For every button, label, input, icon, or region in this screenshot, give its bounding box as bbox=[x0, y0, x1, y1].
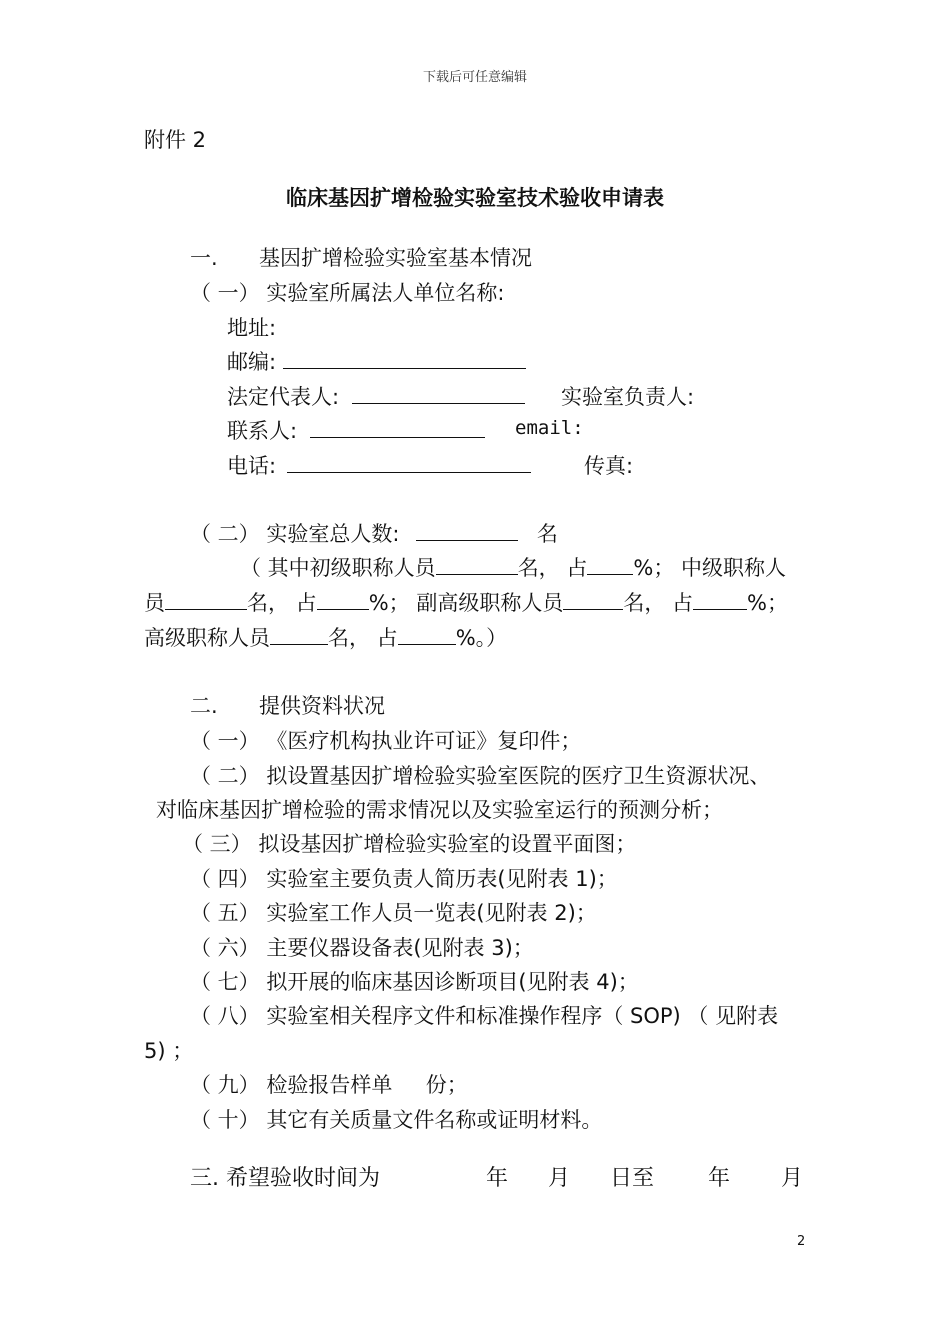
section1-number: 一. bbox=[190, 246, 218, 270]
page-number: 2 bbox=[797, 1234, 806, 1249]
staff-breakdown-line3 bbox=[144, 622, 507, 652]
legal-rep-label: 法定代表人: bbox=[227, 385, 340, 409]
postcode-field[interactable] bbox=[283, 347, 526, 369]
list-item: （ 三） 拟设基因扩增检验实验室的设置平面图； bbox=[182, 832, 637, 856]
list-item: 对临床基因扩增检验的需求情况以及实验室运行的预测分析； bbox=[156, 798, 723, 822]
legal-rep-row bbox=[227, 381, 525, 411]
list-item: （ 七） 拟开展的临床基因诊断项目(见附表 4)； bbox=[190, 970, 639, 994]
list-item: （ 十） 其它有关质量文件名称或证明材料。 bbox=[190, 1108, 603, 1132]
end-month-label: 月 bbox=[781, 1166, 804, 1191]
vice-senior-count-field[interactable] bbox=[563, 588, 623, 610]
list-item: （ 六） 主要仪器设备表(见附表 3)； bbox=[190, 936, 534, 960]
list-item: （ 一） 《医疗机构执业许可证》复印件； bbox=[190, 729, 582, 753]
senior-share-label: 名， 占 bbox=[328, 626, 398, 650]
staff-breakdown-line1 bbox=[240, 552, 786, 582]
list-item: （ 九） 检验报告样单 份； bbox=[190, 1073, 468, 1097]
list-item: （ 八） 实验室相关程序文件和标准操作程序（ SOP) （ 见附表 bbox=[190, 1004, 779, 1028]
start-day-to-label: 日至 bbox=[610, 1166, 655, 1191]
phone-field[interactable] bbox=[287, 451, 531, 473]
list-item: （ 五） 实验室工作人员一览表(见附表 2)； bbox=[190, 901, 597, 925]
attachment-label: 附件 2 bbox=[144, 128, 207, 152]
total-staff-row bbox=[190, 518, 558, 548]
total-staff-field[interactable] bbox=[416, 519, 518, 541]
total-staff-label: （ 二） 实验室总人数: bbox=[190, 522, 400, 546]
list-item: 5) ； bbox=[144, 1039, 194, 1063]
senior-percent-sign: %。） bbox=[455, 626, 508, 650]
staff-breakdown-line2 bbox=[144, 587, 788, 617]
senior-title-label: 高级职称人员 bbox=[144, 626, 270, 650]
section2-heading: 提供资料状况 bbox=[259, 694, 385, 718]
vice-senior-percent-field[interactable] bbox=[693, 588, 747, 610]
section1-item1: （ 一） 实验室所属法人单位名称: bbox=[190, 281, 505, 305]
list-item: （ 四） 实验室主要负责人简历表(见附表 1)； bbox=[190, 867, 618, 891]
senior-count-field[interactable] bbox=[270, 623, 328, 645]
section1-heading: 基因扩增检验实验室基本情况 bbox=[259, 246, 532, 270]
fax-label: 传真: bbox=[584, 454, 634, 478]
section2-number: 二. bbox=[190, 694, 218, 718]
document-title: 临床基因扩增检验实验室技术验收申请表 bbox=[286, 186, 664, 210]
start-month-label: 月 bbox=[548, 1166, 571, 1191]
postcode-label: 邮编: bbox=[227, 350, 277, 374]
vice-senior-title-label: %； 副高级职称人员 bbox=[368, 591, 564, 615]
end-year-label: 年 bbox=[708, 1166, 731, 1191]
contact-label: 联系人: bbox=[227, 419, 298, 443]
page-header-note: 下载后可任意编辑 bbox=[422, 70, 527, 85]
address-label: 地址: bbox=[227, 316, 277, 340]
junior-percent-field[interactable] bbox=[587, 553, 633, 575]
postcode-row bbox=[227, 346, 526, 376]
vice-senior-share-label: 名， 占 bbox=[623, 591, 694, 615]
acceptance-date-label: 三. 希望验收时间为 bbox=[190, 1166, 380, 1191]
contact-row bbox=[227, 415, 485, 445]
mid-share-label: 名， 占 bbox=[247, 591, 317, 615]
junior-title-label: （ 其中初级职称人员 bbox=[240, 556, 436, 580]
lab-head-label: 实验室负责人: bbox=[561, 385, 695, 409]
email-label: email: bbox=[515, 417, 584, 439]
senior-percent-field[interactable] bbox=[398, 623, 456, 645]
vice-senior-percent-sign: %； bbox=[747, 591, 788, 615]
total-staff-unit: 名 bbox=[536, 522, 558, 546]
junior-share-label: 名， 占 bbox=[517, 556, 588, 580]
legal-rep-field[interactable] bbox=[352, 382, 525, 404]
phone-row bbox=[227, 450, 531, 480]
mid-title-label: %； 中级职称人 bbox=[633, 556, 787, 580]
start-year-label: 年 bbox=[486, 1166, 509, 1191]
mid-count-field[interactable] bbox=[165, 588, 247, 610]
phone-label: 电话: bbox=[227, 454, 277, 478]
list-item: （ 二） 拟设置基因扩增检验实验室医院的医疗卫生资源状况、 bbox=[190, 764, 771, 788]
junior-count-field[interactable] bbox=[436, 553, 518, 575]
contact-field[interactable] bbox=[310, 416, 485, 438]
mid-title-label-cont: 员 bbox=[144, 591, 165, 615]
mid-percent-field[interactable] bbox=[317, 588, 369, 610]
